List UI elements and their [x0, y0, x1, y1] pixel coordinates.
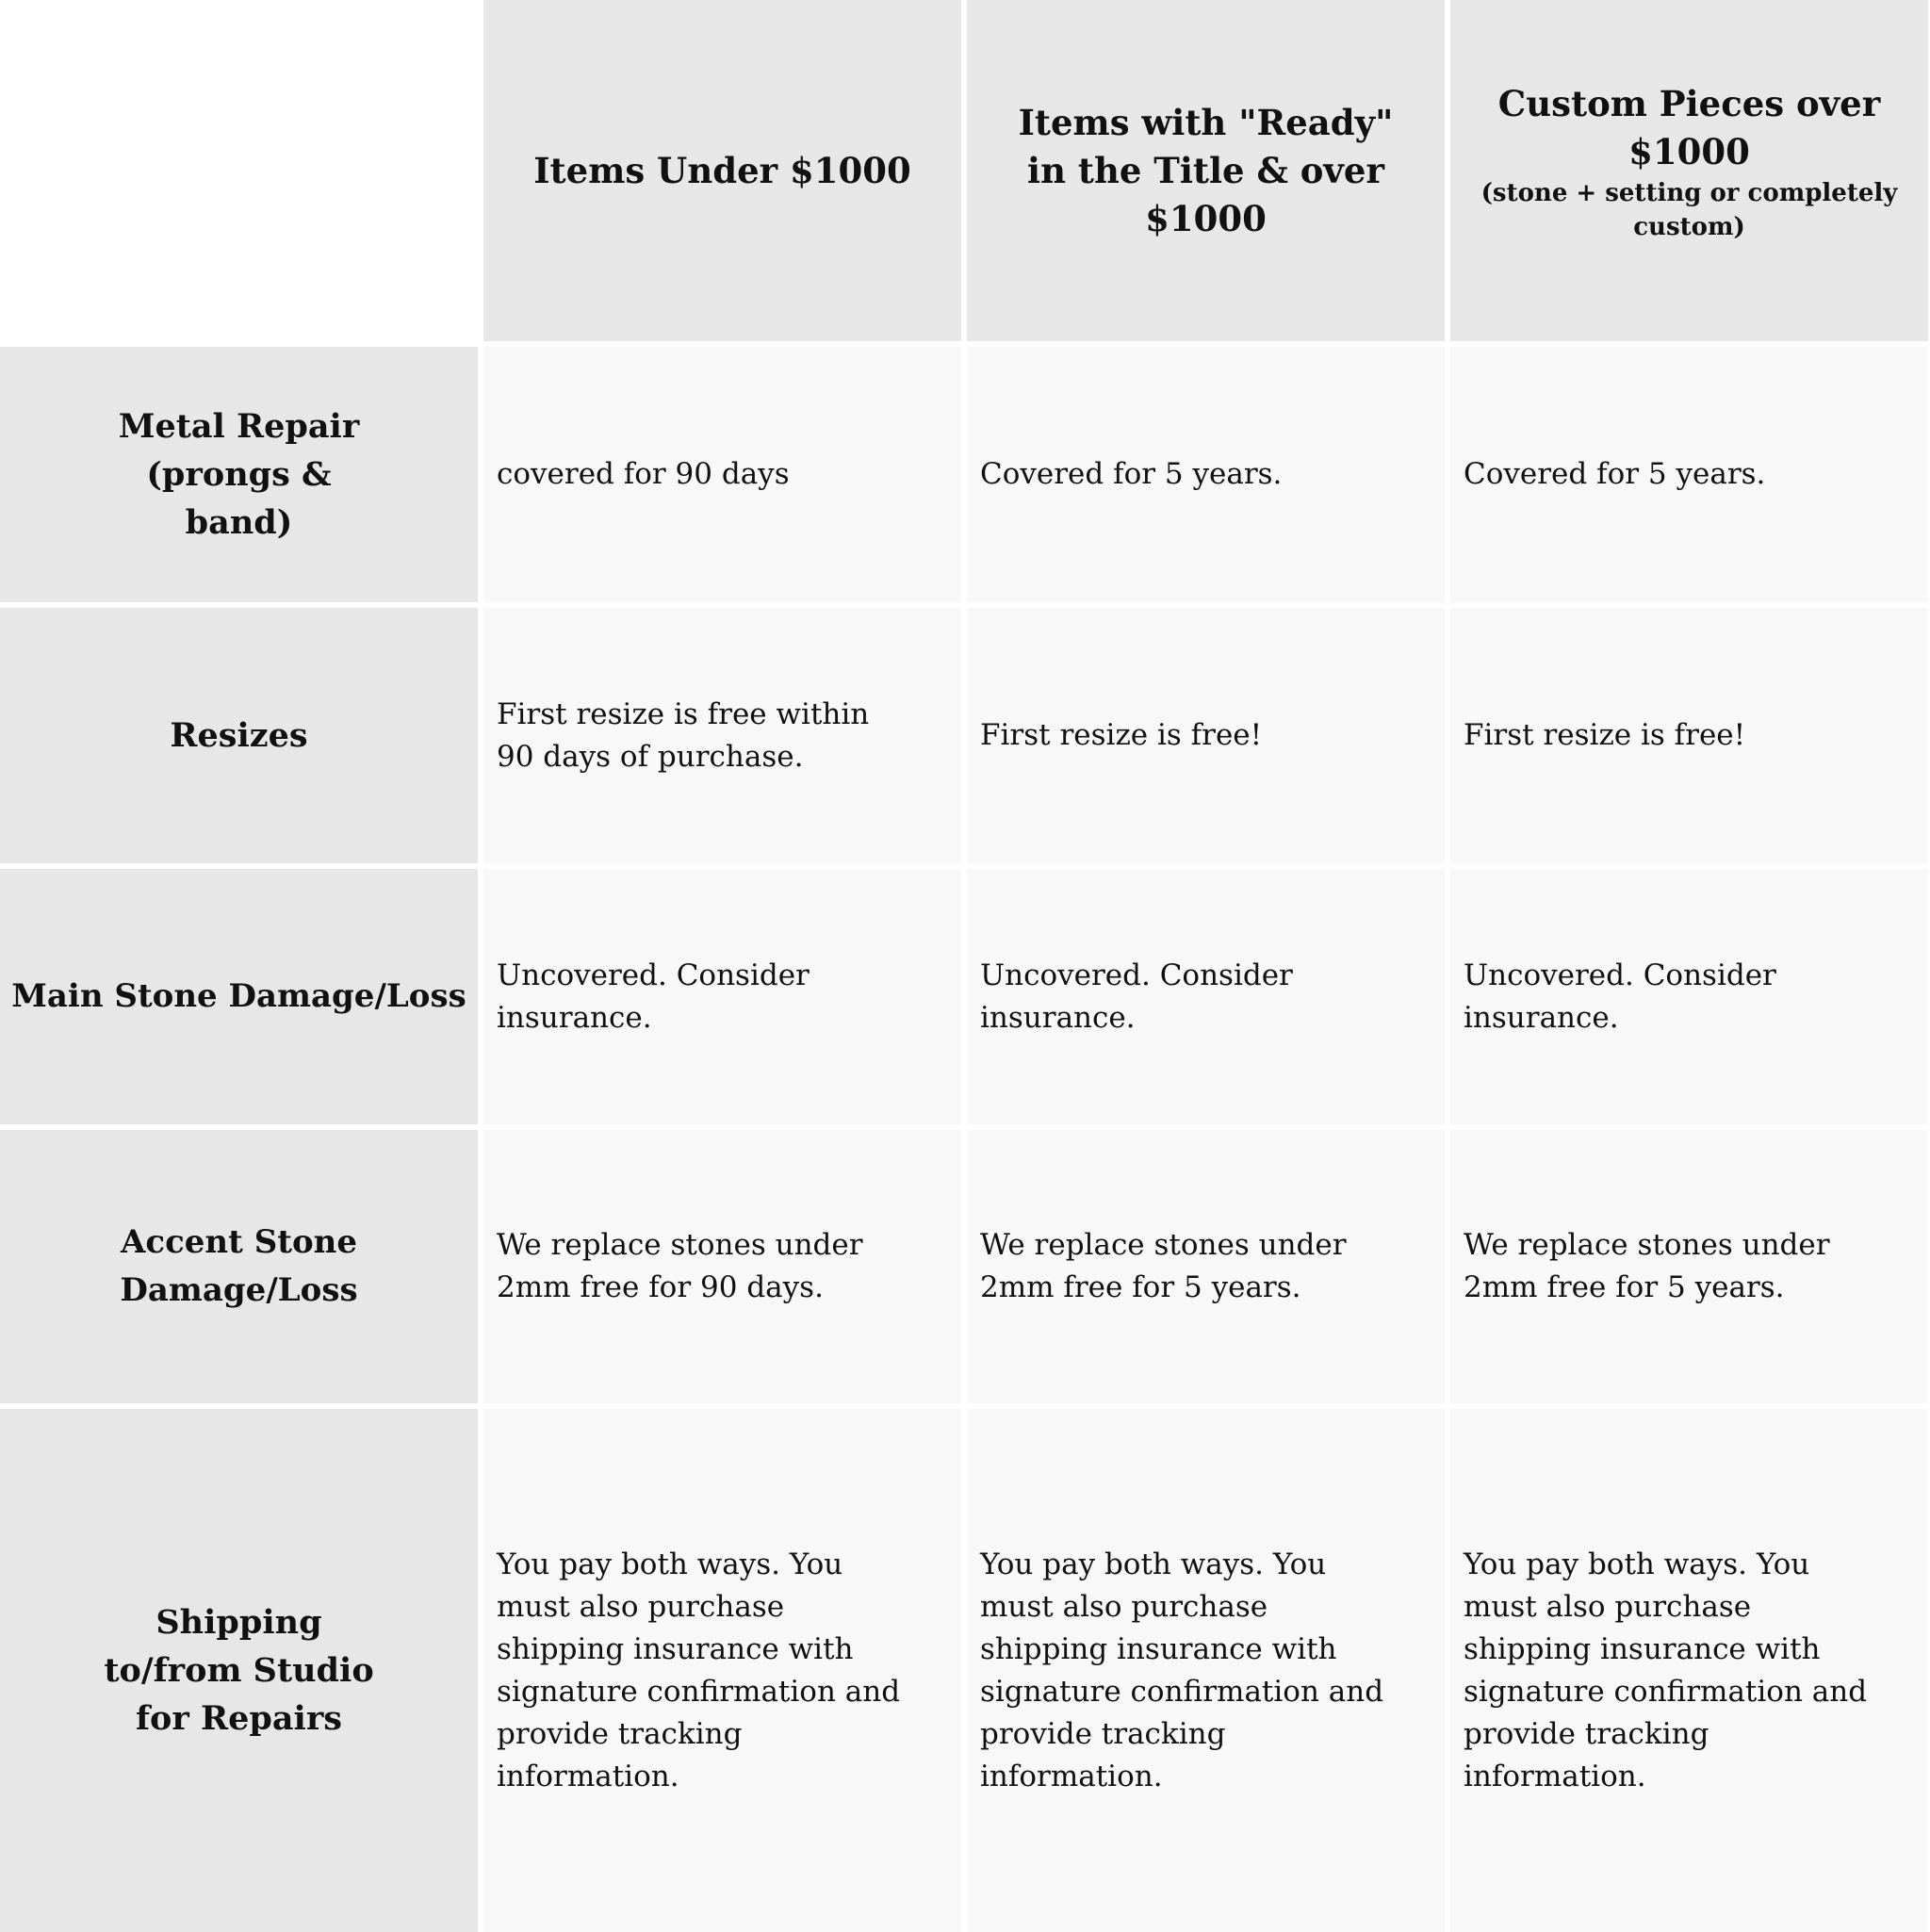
- table-cell-text: We replace stones under 2mm free for 5 years.: [980, 1228, 1347, 1304]
- table-cell: First resize is free!: [1450, 608, 1928, 863]
- row-header-resizes: [0, 608, 478, 863]
- table-cell-text: You pay both ways. You must also purchase shipping insurance with signature confirmation and provide tracking information.: [1464, 1547, 1868, 1793]
- column-header-under-1000: [483, 0, 961, 341]
- table-cell: Covered for 5 years.: [967, 347, 1445, 602]
- table-cell: [483, 1130, 961, 1403]
- table-cell-text: You pay both ways. You must also purchase shipping insurance with signature confirmation and provide tracking information.: [980, 1547, 1384, 1793]
- table-cell-text: You pay both ways. You must also purchase shipping insurance with signature confirmation and provide tracking information.: [497, 1547, 901, 1793]
- row-header-main-stone: [0, 869, 478, 1124]
- row-header-label: Accent Stone Damage/Loss: [120, 1223, 358, 1309]
- table-cell: [967, 1130, 1445, 1403]
- row-header-shipping: [0, 1409, 478, 1932]
- table-cell-text: We replace stones under 2mm free for 5 years.: [1464, 1228, 1830, 1304]
- table-cell: Uncovered. Consider insurance.: [1450, 869, 1928, 1124]
- table-cell: Uncovered. Consider insurance.: [483, 869, 961, 1124]
- row-header-label: Main Stone Damage/Loss: [11, 977, 466, 1015]
- column-header-title: Items Under $1000: [533, 149, 911, 191]
- table-cell: [483, 1409, 961, 1932]
- table-cell: Uncovered. Consider insurance.: [967, 869, 1445, 1124]
- table-cell: [1450, 1409, 1928, 1932]
- row-header-metal-repair: [0, 347, 478, 602]
- table-cell: [1450, 1130, 1928, 1403]
- row-header-accent-stone: [0, 1130, 478, 1403]
- row-header-label: Shipping to/from Studio for Repairs: [104, 1603, 374, 1738]
- column-header-ready-over-1000: [967, 0, 1445, 341]
- column-header-subtitle: (stone + setting or completely custom): [1480, 179, 1898, 241]
- table-cell: Covered for 5 years.: [1450, 347, 1928, 602]
- column-header-title: Items with "Ready" in the Title & over $1000: [1018, 101, 1394, 239]
- table-cell: [483, 608, 961, 863]
- row-header-label: Metal Repair (prongs & band): [118, 407, 360, 542]
- table-cell: [967, 1409, 1445, 1932]
- table-cell-text: First resize is free within 90 days of purchase.: [497, 696, 870, 774]
- table-cell-text: We replace stones under 2mm free for 90 days.: [497, 1228, 863, 1304]
- row-header-label: Resizes: [170, 716, 308, 755]
- table-cell: covered for 90 days: [483, 347, 961, 602]
- column-header-title: Custom Pieces over $1000: [1497, 83, 1881, 172]
- column-header-custom-over-1000: [1450, 0, 1928, 341]
- table-cell: First resize is free!: [967, 608, 1445, 863]
- table-corner: [0, 0, 478, 341]
